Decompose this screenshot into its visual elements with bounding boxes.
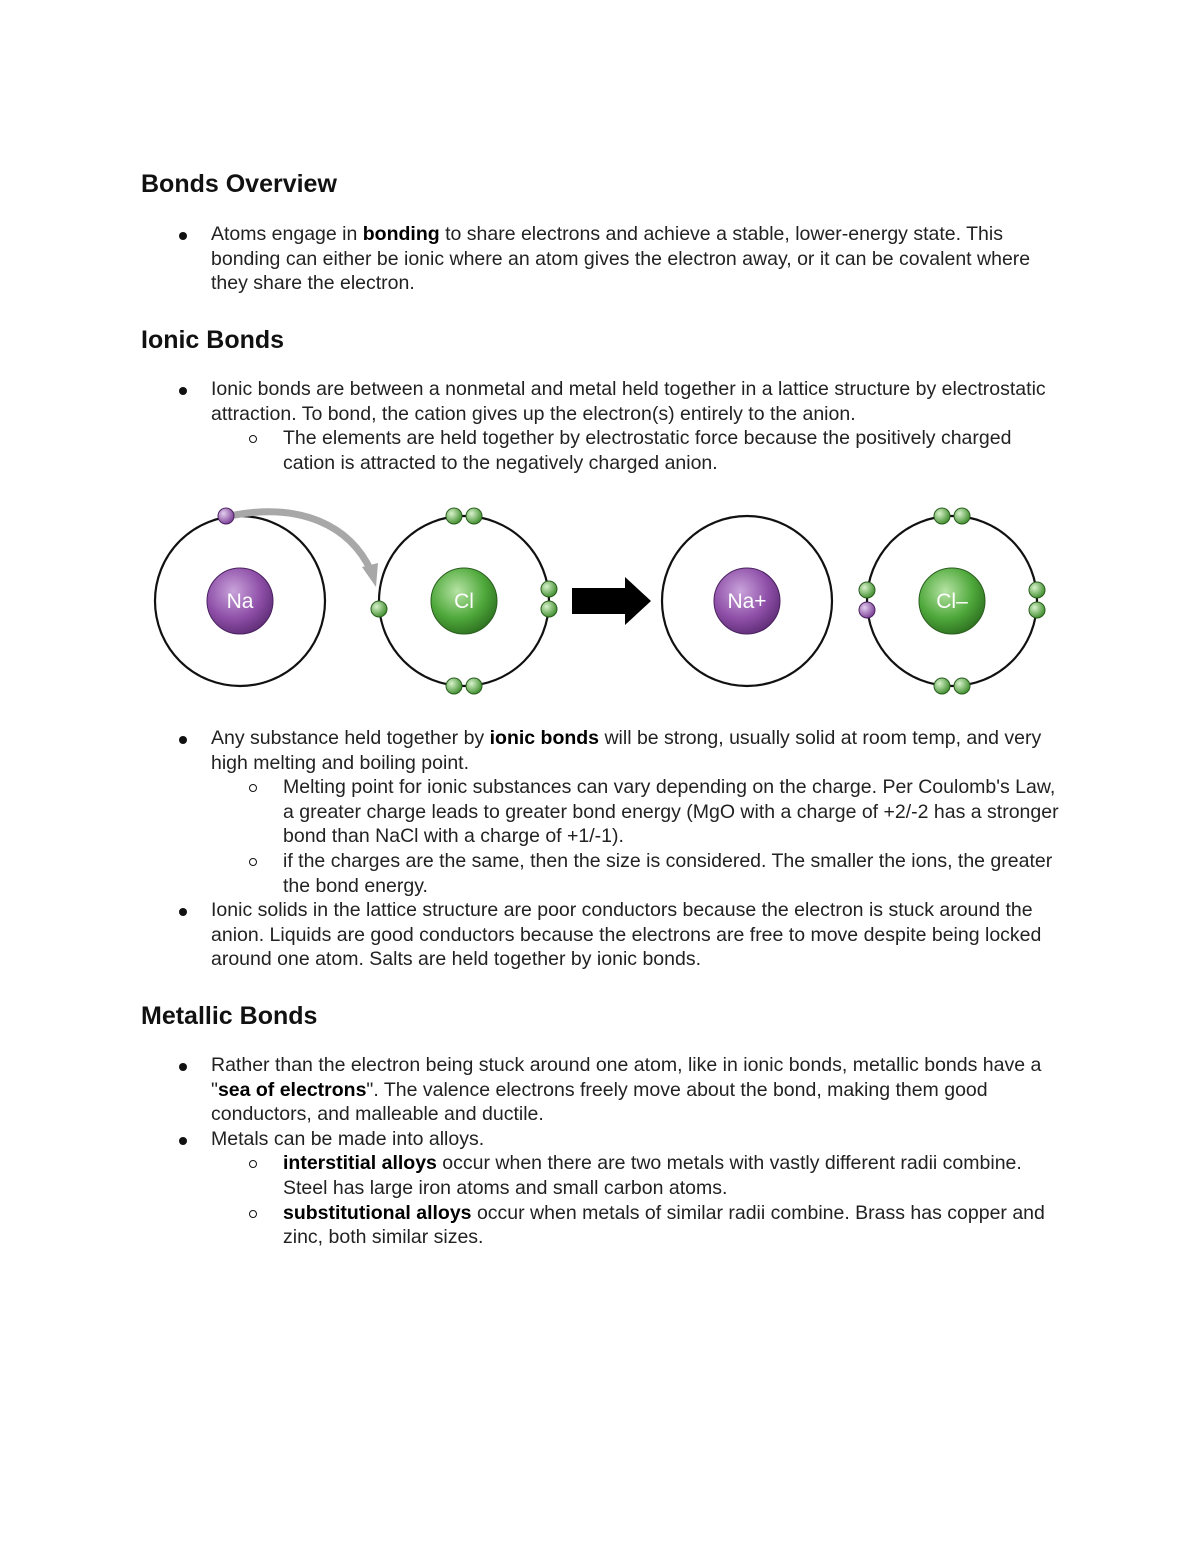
term-sea-of-electrons: sea of electrons xyxy=(217,1078,367,1101)
list-item: Ionic solids in the lattice structure are poor conductors because the electron is stuck around the anion. Liquids are good conductors because the electrons are free to move despite being locked around one atom. Salts are held together by ionic bonds. xyxy=(0,898,1061,972)
term-ionic-bonds: ionic bonds xyxy=(489,727,600,749)
sodium-ion-label: Na+ xyxy=(727,590,767,613)
term-interstitial-alloys: interstitial alloys xyxy=(283,1152,437,1175)
sub-list-item: The elements are held together by electrostatic force because the positively charged cation is attracted to the negatively charged anion. xyxy=(0,426,1063,475)
heading-ionic-bonds: Ionic Bonds xyxy=(141,326,285,354)
sub-list-item: if the charges are the same, then the size is considered. The smaller the ions, the greater the bond energy. xyxy=(0,849,1063,898)
hollow-bullet-icon xyxy=(249,435,257,443)
hollow-bullet-icon xyxy=(249,1160,257,1168)
heading-bonds-overview: Bonds Overview xyxy=(141,170,337,198)
bullet-icon xyxy=(179,1137,187,1145)
sub-list-item: Melting point for ionic substances can vary depending on the charge. Per Coulomb's Law, a greater charge leads to greater bond energy (MgO with a charge of +2/-2 has a stronger bond than NaCl with a charge of +1/-1). xyxy=(0,775,1063,849)
sodium-atom xyxy=(155,516,325,686)
chlorine-atom xyxy=(371,508,557,694)
sub-list-item: substitutional alloys occur when metals of similar radii combine. Brass has copper and zinc, both similar sizes. xyxy=(0,1201,1063,1250)
heading-metallic-bonds: Metallic Bonds xyxy=(141,1002,318,1030)
bullet-icon xyxy=(179,232,187,240)
term-bonding: bonding xyxy=(362,223,440,245)
list-item: Any substance held together by ionic bonds will be strong, usually solid at room temp, and very high melting and boiling point. xyxy=(0,726,1061,775)
list-item: Rather than the electron being stuck around one atom, like in ionic bonds, metallic bonds have a "sea of electrons". The valence electrons freely move about the bond, making them good conductors, and malleable and ductile. xyxy=(0,1053,1061,1127)
sodium-ion xyxy=(662,516,832,686)
hollow-bullet-icon xyxy=(249,784,257,792)
list-item: Atoms engage in bonding to share electrons and achieve a stable, lower-energy state. This bonding can either be ionic where an atom gives the electron away, or it can be covalent where they share the electron. xyxy=(0,222,1061,296)
reaction-arrow xyxy=(572,577,651,625)
bullet-icon xyxy=(179,1063,187,1071)
sub-list-item: interstitial alloys occur when there are two metals with vastly different radii combine. Steel has large iron atoms and small carbon atoms. xyxy=(0,1151,1063,1200)
bullet-icon xyxy=(179,387,187,395)
ionic-bond-diagram xyxy=(140,505,1060,700)
bullet-icon xyxy=(179,908,187,916)
chloride-ion-label: Cl– xyxy=(936,590,968,613)
sodium-label: Na xyxy=(226,590,254,613)
list-item: Metals can be made into alloys. xyxy=(0,1127,1061,1152)
ionic-list-top xyxy=(0,377,1063,475)
overview-list xyxy=(0,222,1061,296)
transferred-electron xyxy=(859,602,875,618)
hollow-bullet-icon xyxy=(249,1210,257,1218)
valence-electron-sodium xyxy=(218,508,234,524)
chlorine-label: Cl xyxy=(454,590,474,613)
term-substitutional-alloys: substitutional alloys xyxy=(283,1201,472,1224)
bullet-icon xyxy=(179,736,187,744)
ionic-list-bottom xyxy=(0,726,1063,972)
list-item: Ionic bonds are between a nonmetal and metal held together in a lattice structure by electrostatic attraction. To bond, the cation gives up the electron(s) entirely to the anion. xyxy=(0,377,1061,426)
hollow-bullet-icon xyxy=(249,858,257,866)
metallic-list xyxy=(0,1053,1063,1250)
chloride-ion xyxy=(859,508,1045,694)
